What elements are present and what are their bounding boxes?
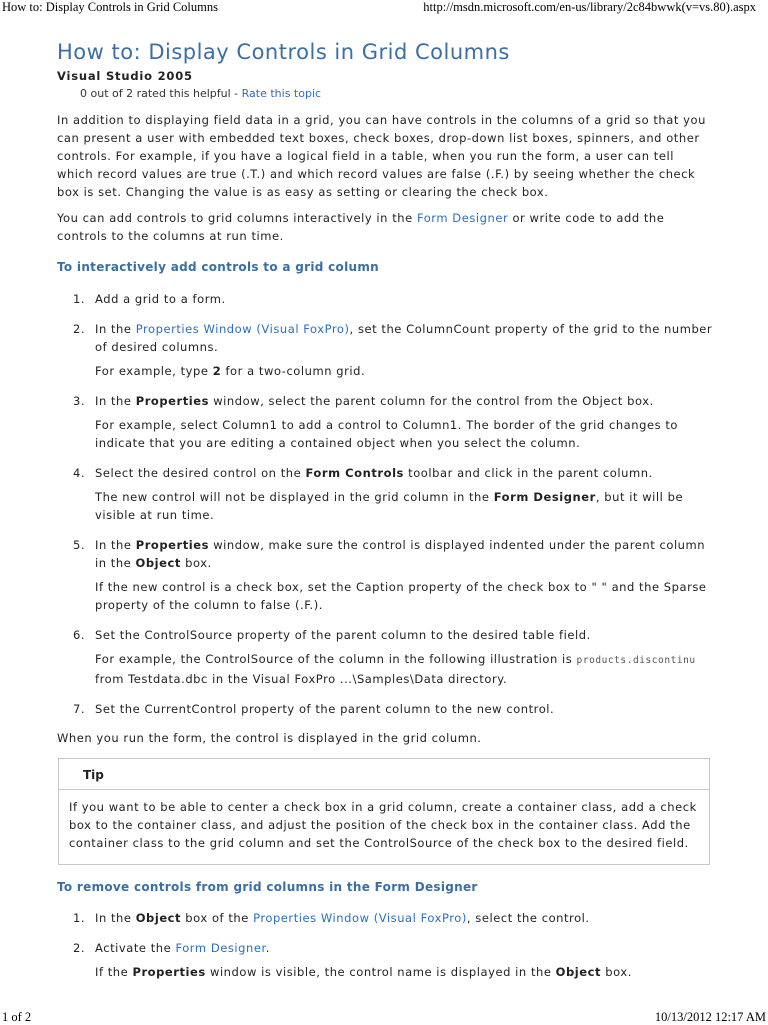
text: , select the control. — [466, 911, 590, 925]
text: If the — [95, 965, 133, 979]
step-item — [57, 290, 713, 308]
rate-topic-link[interactable]: Rate this topic — [241, 87, 322, 100]
text: . — [265, 941, 270, 955]
section-heading-remove-controls: To remove controls from grid columns in the Form Designer — [57, 880, 478, 894]
step-subtext — [95, 362, 713, 380]
section-heading-add-controls: To interactively add controls to a grid column — [57, 260, 379, 274]
text: window, select the parent column for the control from the Object box. — [209, 394, 654, 408]
step-subtext — [95, 488, 713, 524]
text: toolbar and click in the parent column. — [403, 466, 653, 480]
tip-title: Tip — [59, 759, 709, 790]
bold-text: Object — [135, 911, 182, 925]
step-item — [57, 464, 713, 524]
text: box. — [180, 556, 212, 570]
text: for a two-column grid. — [221, 364, 366, 378]
bold-text: Properties — [132, 965, 206, 979]
print-header-url: http://msdn.microsoft.com/en-us/library/2c84bwwk(v=vs.80).aspx — [423, 0, 756, 14]
step-number: 5. — [73, 538, 85, 552]
code-text: products.discontinu — [576, 655, 696, 666]
bold-text: 2 — [212, 364, 222, 378]
step-item — [57, 320, 713, 380]
text: from Testdata.dbc in the Visual FoxPro ...\Samples\Data directory. — [95, 672, 508, 686]
step-number: 1. — [73, 911, 85, 925]
step-subtext — [95, 650, 713, 688]
text: For example, type — [95, 364, 213, 378]
step-text — [95, 909, 713, 927]
step-subtext: If the new control is a check box, set the Caption property of the check box to " " and the Sparse property of the column to false (.F.). — [95, 580, 707, 612]
text: In the — [95, 322, 136, 336]
add-controls-steps — [57, 290, 713, 718]
text: , but it will be visible at run time. — [95, 490, 684, 522]
after-steps-paragraph: When you run the form, the control is displayed in the grid column. — [57, 731, 482, 745]
properties-window-link[interactable]: Properties Window (Visual FoxPro) — [253, 911, 467, 925]
step-item — [57, 626, 713, 688]
tip-box — [58, 758, 710, 865]
text: or write code to add the controls to the columns at run time. — [57, 211, 665, 243]
step-item — [57, 700, 713, 718]
intro-paragraph: In addition to displaying field data in a grid, you can have controls in the columns of a grid so that you can present a user with embedded text boxes, check boxes, drop-down list boxes, spinners, and other controls. For example, if you have a logical field in a table, when you run the form, a user can tell which record values are true (.T.) and which record values are false (.F.) by seeing whether the check box is set. Changing the value is as easy as setting or clearing the check box. — [57, 113, 706, 199]
text: In the — [95, 911, 136, 925]
tip-body — [59, 790, 709, 864]
step-text — [95, 464, 713, 482]
step-item — [57, 392, 713, 452]
step-number: 7. — [73, 702, 85, 716]
step-item — [57, 909, 713, 927]
controls-paragraph — [57, 209, 713, 245]
step-item — [57, 536, 713, 614]
bold-text: Form Designer — [493, 490, 596, 504]
step-number: 2. — [73, 941, 85, 955]
text: box of the — [181, 911, 254, 925]
step-text — [95, 392, 713, 410]
step-text — [95, 320, 713, 356]
print-header-title: How to: Display Controls in Grid Columns — [2, 0, 218, 14]
text: box. — [601, 965, 632, 979]
form-designer-link[interactable]: Form Designer — [416, 211, 509, 225]
form-designer-link[interactable]: Form Designer — [175, 941, 266, 955]
step-number: 2. — [73, 322, 85, 336]
article-content — [57, 38, 713, 981]
text: In the — [95, 394, 136, 408]
step-subtext: For example, select Column1 to add a control to Column1. The border of the grid changes to indicate that you are editing a contained object when you select the column. — [95, 418, 678, 450]
page-title: How to: Display Controls in Grid Columns — [57, 40, 510, 64]
step-text — [95, 939, 713, 957]
text: window is visible, the control name is displayed in the — [205, 965, 556, 979]
tip-text: If you want to be able to center a check box in a grid column, create a container class, add a check box to the container class, and adjust the position of the check box in the container class. Add the container class to the grid column and set the ControlSource of the check box to the desired field. — [69, 800, 697, 850]
print-footer-datetime: 10/13/2012 12:17 AM — [654, 1010, 766, 1024]
rating-line — [80, 86, 713, 101]
bold-text: Form Controls — [305, 466, 404, 480]
text: Activate the — [95, 941, 176, 955]
bold-text: Properties — [135, 538, 210, 552]
step-text: Set the ControlSource property of the parent column to the desired table field. — [95, 628, 591, 642]
step-item — [57, 939, 713, 981]
text: , set the ColumnCount property of the grid to the number of desired columns. — [95, 322, 713, 354]
rating-text: 0 out of 2 rated this helpful - — [80, 87, 242, 100]
bold-text: Properties — [135, 394, 210, 408]
text: For example, the ControlSource of the column in the following illustration is — [95, 652, 577, 666]
step-text: Add a grid to a form. — [95, 292, 226, 306]
properties-window-link[interactable]: Properties Window (Visual FoxPro) — [135, 322, 350, 336]
step-number: 6. — [73, 628, 85, 642]
text: window, make sure the control is displayed indented under the parent column in the — [95, 538, 706, 570]
step-number: 4. — [73, 466, 85, 480]
remove-controls-steps — [57, 909, 713, 981]
text: In the — [95, 538, 136, 552]
text: The new control will not be displayed in the grid column in the — [95, 490, 494, 504]
product-version: Visual Studio 2005 — [57, 69, 193, 83]
step-text — [95, 536, 713, 572]
step-number: 3. — [73, 394, 85, 408]
bold-text: Object — [555, 965, 602, 979]
step-subtext — [95, 963, 713, 981]
print-footer-page: 1 of 2 — [2, 1010, 32, 1024]
step-number: 1. — [73, 292, 85, 306]
text: Select the desired control on the — [95, 466, 306, 480]
step-text: Set the CurrentControl property of the parent column to the new control. — [95, 702, 555, 716]
bold-text: Object — [135, 556, 181, 570]
text: You can add controls to grid columns interactively in the — [57, 211, 417, 225]
